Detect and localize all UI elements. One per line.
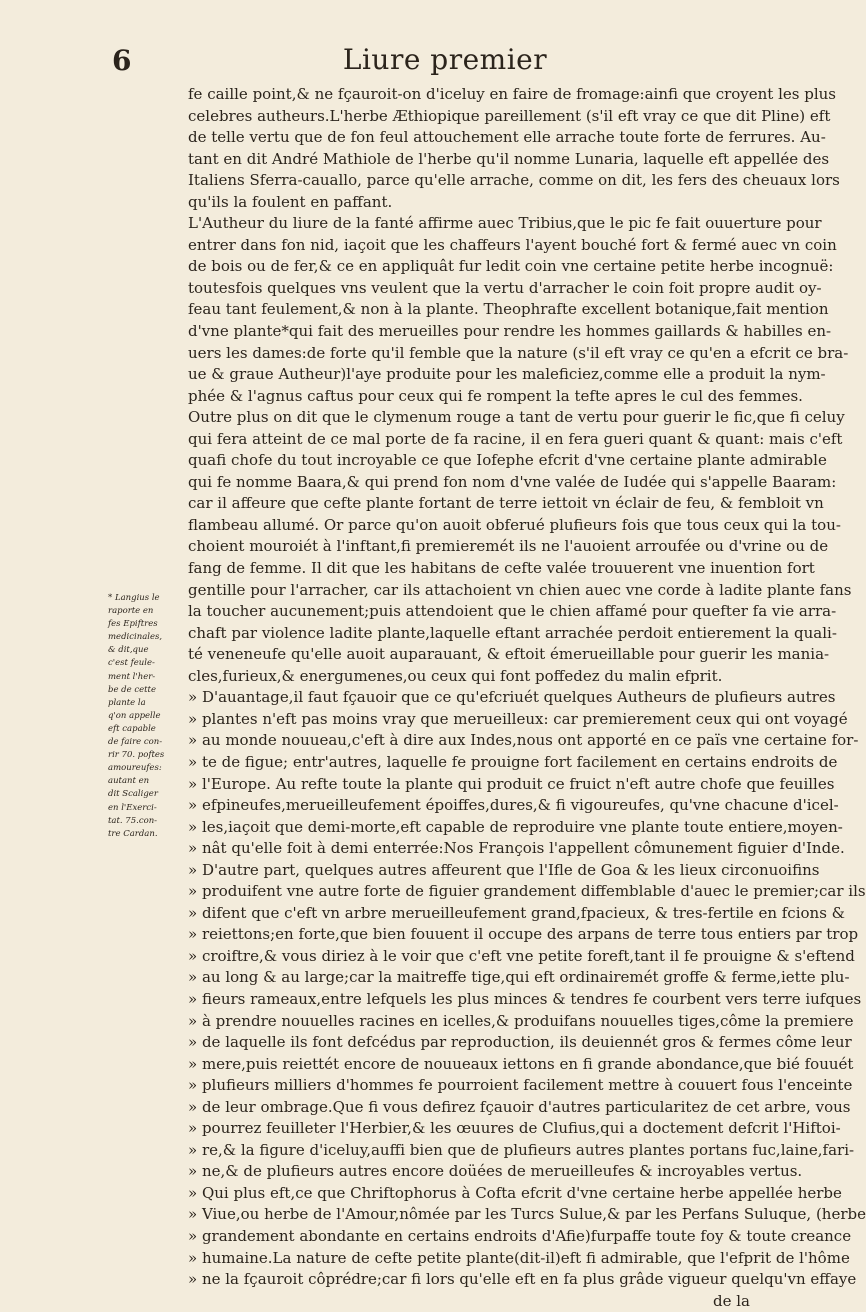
- text-line: » fieurs rameaux,entre lefquels les plus minces & tendres fe courbent vers terre iufques: [188, 989, 862, 1008]
- margin-note-line: medicinales,: [108, 632, 163, 643]
- text-line: feau tant feulement,& non à la plante. Theophrafte excellent botanique,fait mention: [188, 300, 829, 319]
- text-line: L'Autheur du liure de la fanté affirme auec Tribius,que le pic fe fait ouuerture pour: [188, 214, 822, 233]
- text-line: car il affeure que cefte plante fortant de terre iettoit vn éclair de feu, & fembloit vn: [188, 494, 824, 513]
- margin-note-line: en l'Exerci-: [108, 802, 157, 813]
- text-line: » de leur ombrage.Que fi vous defirez fçauoir d'autres particularitez de cet arbre, vous: [188, 1097, 851, 1116]
- text-line: uers les dames:de forte qu'il femble que la nature (s'il eft vray ce qu'en a efcrit ce bra-: [188, 343, 849, 362]
- text-line: qu'ils la foulent en paffant.: [188, 192, 393, 211]
- text-line: » au monde nouueau,c'eft à dire aux Indes,nous ont apporté en ce païs vne certaine for-: [188, 731, 859, 750]
- margin-note-line: plante la: [108, 697, 146, 708]
- text-line: » plufieurs milliers d'hommes fe pourroient facilement mettre à couuert fous l'enceinte: [188, 1076, 853, 1095]
- text-line: » ne la fçauroit côprédre;car fi lors qu'elle eft en fa plus grâde vigueur quelqu'vn effaye: [188, 1270, 857, 1289]
- text-line: té veneneufe qu'elle auoit auparauant, & eftoit émerueillable pour guerir les mania-: [188, 645, 830, 664]
- text-line: Outre plus on dit que le clymenum rouge a tant de vertu pour guerir le fic,que fi celuy: [188, 408, 845, 427]
- text-line: » de laquelle ils font defcédus par reproduction, ils deuiennét gros & fermes côme leur: [188, 1033, 852, 1052]
- text-line: » re,& la figure d'iceluy,auffi bien que de plufieurs autres plantes portans fuc,laine,fari-: [188, 1140, 855, 1159]
- text-line: » croiftre,& vous diriez à le voir que c'eft vne petite foreft,tant il fe prouigne & s'eftend: [188, 946, 855, 965]
- margin-note-line: fes Epiftres: [108, 619, 158, 630]
- text-line: fang de femme. Il dit que les habitans de cefte valée trouuerent vne inuention fort: [188, 559, 815, 578]
- margin-note-line: dit Scaliger: [108, 789, 158, 800]
- margin-note-line: be de cette: [108, 684, 156, 695]
- margin-note-line: * Langius le: [108, 593, 160, 603]
- main-text: [188, 84, 866, 1312]
- text-line: » nât qu'elle foit à demi enterrée:Nos François l'appellent cômunement figuier d'Inde.: [188, 839, 845, 858]
- text-line: » humaine.La nature de cefte petite plante(dit-il)eft fi admirable, que l'efprit de l'hôme: [188, 1248, 850, 1267]
- margin-note-line: c'est feule-: [108, 658, 155, 669]
- margin-note-line: & dit,que: [108, 645, 149, 656]
- text-line: Italiens Sferra-cauallo, parce qu'elle arrache, comme on dit, les fers des cheuaux lors: [188, 171, 840, 190]
- text-line: chaft par violence ladite plante,laquelle eftant arrachée perdoit entierement la quali-: [188, 623, 837, 642]
- text-line: » les,iaçoit que demi-morte,eft capable de reproduire vne plante toute entiere,moyen-: [188, 817, 843, 836]
- margin-note-line: de faire con-: [108, 737, 163, 748]
- text-line: » à prendre nouuelles racines en icelles,& produifans nouuelles tiges,côme la premiere: [188, 1011, 854, 1030]
- text-line: d'vne plante*qui fait des merueilles pour rendre les hommes gaillards & habilles en-: [188, 322, 832, 341]
- text-line: » plantes n'eft pas moins vray que merueilleux: car premierement ceux qui ont voyagé: [188, 709, 848, 728]
- text-line: de bois ou de fer,& ce en appliquât fur ledit coin vne certaine petite herbe incognuë:: [188, 257, 834, 276]
- margin-note-line: tat. 75.con-: [108, 815, 158, 826]
- margin-note-line: eft capable: [108, 723, 156, 734]
- text-line: » au long & au large;car la maitreffe tige,qui eft ordinairemét groffe & ferme,iette plu-: [188, 968, 850, 987]
- margin-notes: [108, 592, 188, 841]
- text-line: » D'autre part, quelques autres affeurent que l'Ifle de Goa & les lieux circonuoifins: [188, 860, 820, 879]
- text-line: » produifent vne autre forte de figuier grandement diffemblable d'auec le premier;car ils: [188, 882, 866, 901]
- text-line: » pourrez feuilleter l'Herbier,& les œuures de Clufius,qui a doctement defcrit l'Hiftoi-: [188, 1119, 841, 1138]
- text-line: » Qui plus eft,ce que Chriftophorus à Cofta efcrit d'vne certaine herbe appellée herbe: [188, 1183, 842, 1202]
- text-line: » reiettons;en forte,que bien fouuent il occupe des arpans de terre tous entiers par trop: [188, 925, 859, 944]
- text-line: » mere,puis reiettét encore de nouueaux iettons en fi grande abondance,que bié fouuét: [188, 1054, 854, 1073]
- margin-note-line: raporte en: [108, 606, 154, 617]
- margin-note-line: ment l'her-: [108, 671, 156, 682]
- text-line: choient mouroiét à l'inftant,fi premieremét ils ne l'auoient arroufée ou d'vrine ou de: [188, 537, 829, 556]
- margin-note-line: tre Cardan.: [108, 828, 158, 839]
- running-head: Liure premier: [342, 43, 548, 76]
- text-line: celebres autheurs.L'herbe Æthiopique pareillement (s'il eft vray ce que dit Pline) eft: [188, 106, 831, 125]
- text-line: gentille pour l'arracher, car ils attachoient vn chien auec vne corde à ladite plante fans: [188, 580, 852, 599]
- text-line: qui fe nomme Baara,& qui prend fon nom d'vne valée de Iudée qui s'appelle Baaram:: [188, 472, 837, 491]
- text-line: phée & l'agnus caftus pour ceux qui fe rompent la tefte apres le cul des femmes.: [188, 386, 803, 405]
- text-line: ue & graue Autheur)l'aye produite pour les maleficiez,comme elle a produit la nym-: [188, 365, 826, 384]
- text-line: » difent que c'eft vn arbre merueilleufement grand,fpacieux, & tres-fertile en fcions &: [188, 903, 846, 922]
- margin-note-line: autant en: [108, 776, 150, 787]
- text-line: » l'Europe. Au refte toute la plante qui produit ce fruict n'eft autre chofe que feuilles: [188, 774, 835, 793]
- text-line: tant en dit André Mathiole de l'herbe qu'il nomme Lunaria, laquelle eft appellée des: [188, 149, 830, 168]
- text-line: de telle vertu que de fon feul attouchement elle arrache toute forte de ferrures. Au-: [188, 128, 826, 147]
- margin-note-line: q'on appelle: [108, 710, 161, 721]
- catchword: de la: [713, 1291, 750, 1310]
- text-line: toutesfois quelques vns veulent que la vertu d'arracher le coin foit propre audit oy-: [188, 278, 822, 297]
- margin-note-line: rir 70. poftes: [108, 750, 165, 761]
- text-line: » efpineufes,merueilleufement époiffes,dures,& fi vigoureufes, qu'vne chacune d'icel-: [188, 796, 839, 815]
- text-line: » te de figue; entr'autres, laquelle fe prouigne fort facilement en certains endroits de: [188, 752, 838, 771]
- text-line: » ne,& de plufieurs autres encore doüées de merueilleufes & incroyables vertus.: [188, 1162, 803, 1181]
- text-line: » grandement abondante en certains endroits d'Afie)furpaffe toute foy & toute creance: [188, 1226, 852, 1245]
- text-line: entrer dans fon nid, iaçoit que les chaffeurs l'ayent bouché fort & fermé auec vn coin: [188, 235, 837, 254]
- text-line: fe caille point,& ne fçauroit-on d'iceluy en faire de fromage:ainfi que croyent les plus: [188, 85, 837, 103]
- text-line: » D'auantage,il faut fçauoir que ce qu'efcriuét quelques Autheurs de plufieurs autres: [188, 688, 836, 707]
- text-line: flambeau allumé. Or parce qu'on auoit obferué plufieurs fois que tous ceux qui la tou-: [188, 515, 841, 534]
- text-line: cles,furieux,& energumenes,ou ceux qui font poffedez du malin efprit.: [188, 666, 723, 685]
- text-line: » Viue,ou herbe de l'Amour,nômée par les Turcs Sulue,& par les Perfans Suluque, (herbe: [188, 1205, 866, 1224]
- text-line: la toucher aucunement;puis attendoient que le chien affamé pour quefter fa vie arra-: [188, 602, 837, 621]
- text-line: qui fera atteint de ce mal porte de fa racine, il en fera gueri quant & quant: mais c'eft: [188, 429, 843, 448]
- page-number: 6: [112, 44, 132, 77]
- margin-note-line: amoureufes:: [108, 763, 162, 774]
- text-line: quafi chofe du tout incroyable ce que Iofephe efcrit d'vne certaine plante admirable: [188, 451, 827, 470]
